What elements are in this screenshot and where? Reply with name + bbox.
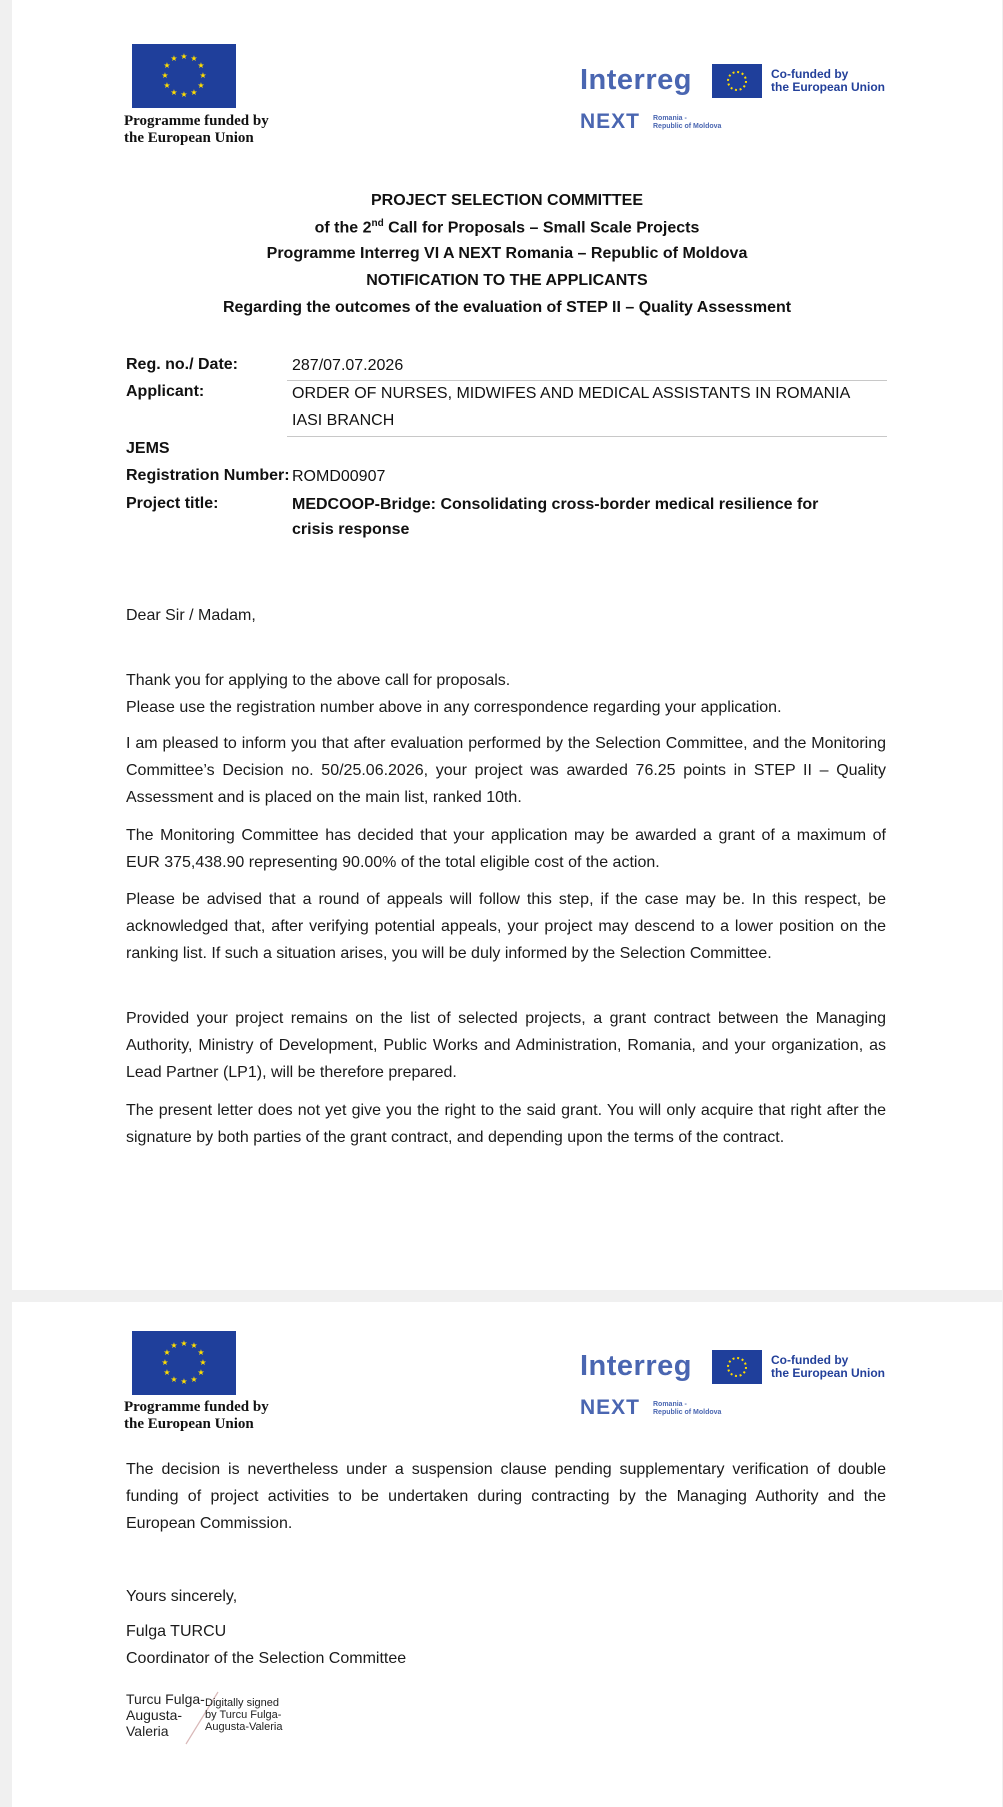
next-logo-text: NEXT [580, 110, 641, 133]
interreg-logo-text: Interreg [580, 1350, 692, 1382]
region-label [653, 115, 721, 131]
funded-line-1: Programme funded by [124, 113, 269, 129]
svg-text:★: ★ [180, 1339, 188, 1348]
programme-funded-label [124, 113, 269, 147]
svg-text:★: ★ [197, 1368, 205, 1377]
svg-text:★: ★ [170, 1375, 178, 1384]
title-line-5: Regarding the outcomes of the evaluation of STEP II – Quality Assessment [222, 299, 792, 316]
paragraph-appeals: Please be advised that a round of appeals will follow this step, if the case may be. In this respect, be acknowledged that, after verifying potential appeals, your project may descend to a lower position on the ranking list. If such a situation arises, you will be duly informed by the Selection Committee. [126, 891, 886, 962]
salutation: Dear Sir / Madam, [126, 607, 256, 624]
signature-right-line-3: Augusta-Valeria [205, 1721, 283, 1733]
reg-label: Reg. no./ Date: [126, 356, 239, 373]
funded-line-2: the European Union [124, 130, 254, 146]
closing-yours-sincerely: Yours sincerely, [126, 1588, 238, 1605]
document-page-1 [12, 0, 1002, 1290]
svg-text:★: ★ [163, 61, 171, 70]
interreg-logo-text: Interreg [580, 64, 692, 96]
svg-text:★: ★ [197, 1348, 205, 1357]
region-line-1: Romania - [653, 1401, 687, 1408]
paragraph-grant-contract: Provided your project remains on the list of selected projects, a grant contract between the Managing Authority, Ministry of Development, Public Works and Administration, Romania, and your organization, as Lead Partner (LP1), will be therefore prepared. [126, 1010, 886, 1081]
cofunded-line-2: the European Union [771, 80, 885, 94]
svg-text:★: ★ [163, 1348, 171, 1357]
svg-text:★: ★ [190, 1375, 198, 1384]
svg-text:★: ★ [199, 1358, 207, 1367]
funded-line-2: the European Union [124, 1416, 254, 1432]
svg-text:★: ★ [190, 1341, 198, 1350]
title-line-2-pre: of the 2 [314, 219, 372, 237]
cofunded-label [771, 1354, 885, 1380]
svg-text:★: ★ [180, 90, 188, 99]
signature-left-line-3: Valeria [126, 1723, 169, 1739]
svg-text:★: ★ [163, 1368, 171, 1377]
signature-left-line-1: Turcu Fulga- [126, 1691, 205, 1707]
region-line-1: Romania - [653, 115, 687, 122]
paragraph-suspension-clause: The decision is nevertheless under a suspension clause pending supplementary verification of double funding of project activities to be undertaken during contracting by the Managing Authority and the European Commission. [126, 1461, 886, 1532]
svg-text:★: ★ [170, 54, 178, 63]
document-page-2 [12, 1302, 1002, 1807]
svg-text:★: ★ [161, 71, 169, 80]
title-line-2 [12, 218, 1002, 237]
title-line-3: Programme Interreg VI A NEXT Romania – Republic of Moldova [266, 245, 748, 262]
signature-right-line-1: Digitally signed [205, 1697, 279, 1709]
paragraph-grant-amount: The Monitoring Committee has decided that your application may be awarded a grant of a maximum of EUR 375,438.90 representing 90.00% of the total eligible cost of the action. [126, 827, 886, 871]
eu-flag-small-icon [712, 64, 762, 98]
eu-flag-logo [132, 1331, 236, 1395]
divider [287, 436, 887, 437]
signature-right-line-2: by Turcu Fulga- [205, 1709, 282, 1721]
region-label [653, 1401, 721, 1417]
svg-text:★: ★ [190, 54, 198, 63]
eu-flag-small-icon [712, 1350, 762, 1384]
applicant-value-line-2: IASI BRANCH [292, 412, 395, 429]
svg-text:★: ★ [197, 61, 205, 70]
reg-value: 287/07.07.2026 [292, 357, 404, 374]
region-line-2: Republic of Moldova [653, 1409, 722, 1416]
jems-label: JEMS [126, 440, 170, 457]
cofunded-label [771, 68, 885, 94]
paragraph-evaluation-result: I am pleased to inform you that after evaluation performed by the Selection Committee, and the Monitoring Committee’s Decision no. 50/25.06.2026, your project was awarded 76.25 points in STEP II – Quality Assessment and is placed on the main list, ranked 10th. [126, 735, 886, 806]
signature-left-line-2: Augusta- [126, 1707, 183, 1723]
applicant-value-line-1: ORDER OF NURSES, MIDWIFES AND MEDICAL ASSISTANTS IN ROMANIA [292, 385, 851, 402]
registration-number-label: Registration Number: [126, 467, 290, 484]
svg-text:★: ★ [180, 1377, 188, 1386]
svg-text:★: ★ [161, 1358, 169, 1367]
signatory-role: Coordinator of the Selection Committee [126, 1650, 407, 1667]
programme-funded-label [124, 1399, 269, 1433]
next-logo-text: NEXT [580, 1396, 641, 1419]
eu-flag-logo [132, 44, 236, 108]
svg-text:★: ★ [170, 1341, 178, 1350]
project-title-line-2: crisis response [292, 521, 410, 538]
svg-text:★: ★ [199, 71, 207, 80]
title-line-4: NOTIFICATION TO THE APPLICANTS [366, 272, 648, 289]
funded-line-1: Programme funded by [124, 1399, 269, 1415]
cofunded-line-2: the European Union [771, 1366, 885, 1380]
svg-text:★: ★ [197, 81, 205, 90]
svg-text:★: ★ [163, 81, 171, 90]
project-title-label: Project title: [126, 495, 219, 512]
title-line-1: PROJECT SELECTION COMMITTEE [370, 192, 643, 209]
thanks-line-2: Please use the registration number above in any correspondence regarding your application. [126, 699, 782, 716]
thanks-line-1: Thank you for applying to the above call for proposals. [126, 672, 511, 689]
title-line-2-post: Call for Proposals – Small Scale Projects [383, 219, 700, 237]
svg-text:★: ★ [190, 88, 198, 97]
project-title-line-1: MEDCOOP-Bridge: Consolidating cross-border medical resilience for [292, 496, 819, 513]
applicant-label: Applicant: [126, 383, 205, 400]
cofunded-line-1: Co-funded by [771, 67, 849, 81]
digital-signature-note [205, 1697, 282, 1733]
region-line-2: Republic of Moldova [653, 123, 722, 130]
title-line-2-sup: nd [371, 218, 384, 229]
registration-number-value: ROMD00907 [292, 468, 386, 485]
paragraph-right-to-grant: The present letter does not yet give you the right to the said grant. You will only acquire that right after the signature by both parties of the grant contract, and depending upon the terms of the contract. [126, 1102, 886, 1146]
cofunded-line-1: Co-funded by [771, 1353, 849, 1367]
svg-text:★: ★ [180, 52, 188, 61]
svg-text:★: ★ [170, 88, 178, 97]
signatory-name: Fulga TURCU [126, 1623, 227, 1640]
